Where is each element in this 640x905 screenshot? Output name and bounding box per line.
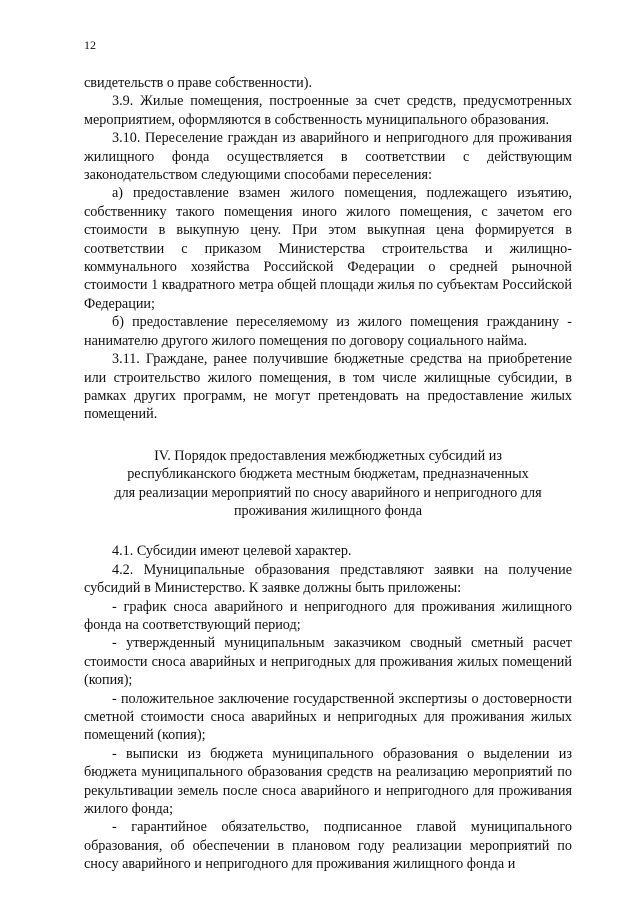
paragraph-3-9: 3.9. Жилые помещения, построенные за счет средств, предусмотренных мероприятием, оформляются в собственность муниципального образования. xyxy=(84,93,572,128)
paragraph-continuation: свидетельств о праве собственности). xyxy=(84,75,312,91)
section-heading-line-1: IV. Порядок предоставления межбюджетных субсидий из xyxy=(154,447,502,464)
paragraph-3-10: 3.10. Переселение граждан из аварийного и непригодного для проживания жилищного фонда осуществляется в соответствии с действующим законодательством следующими способами переселения: xyxy=(84,130,572,184)
paragraph-3-10-b: б) предоставление переселяемому из жилого помещения гражданину - нанимателю другого жилого помещения по договору социального найма. xyxy=(84,314,572,349)
list-item-estimate: - утвержденный муниципальным заказчиком сводный сметный расчет стоимости сноса аварийных и непригодных для проживания жилых помещений (копия); xyxy=(84,635,572,689)
paragraph-3-10-a: а) предоставление взамен жилого помещения, подлежащего изъятию, собственнику такого помещения иного жилого помещения, с зачетом его стоимости в выкупную цену. При этом выкупная цена формируется в соответствии с приказом Министерства строительства и жилищно-коммунального хозяйства Российской Федерации о средней рыночной стоимости 1 квадратного метра общей площади жилья по субъектам Российской Федерации; xyxy=(84,185,572,312)
paragraph-4-2: 4.2. Муниципальные образования представляют заявки на получение субсидий в Министерство. К заявке должны быть приложены: xyxy=(84,561,572,597)
page-number: 12 xyxy=(84,38,96,52)
list-item-schedule: - график сноса аварийного и непригодного для проживания жилищного фонда на соответствующий период; xyxy=(84,598,572,633)
document-body xyxy=(84,74,572,874)
section-heading-line-3: для реализации мероприятий по сносу аварийного и непригодного для xyxy=(114,484,542,501)
section-heading-line-2: республиканского бюджета местным бюджетам, предназначенных xyxy=(127,466,529,483)
paragraph-4-1: 4.1. Субсидии имеют целевой характер. xyxy=(112,543,352,560)
list-item-budget-extracts: - выписки из бюджета муниципального образования о выделении из бюджета муниципального образования средств на реализацию мероприятий по рекультивации земель после сноса аварийного и непригодного для проживания жилого фонда; xyxy=(84,745,572,818)
section-heading-line-4: проживания жилищного фонда xyxy=(233,502,423,519)
list-item-guarantee: - гарантийное обязательство, подписанное главой муниципального образования, об обеспечении в плановом году реализации мероприятий по сносу аварийного и непригодного для проживания жилищного фонда и xyxy=(84,819,572,873)
section-heading xyxy=(84,447,572,521)
paragraph-3-11: 3.11. Граждане, ранее получившие бюджетные средства на приобретение или строительство жилого помещения, в том числе жилищные субсидии, в рамках других программ, не могут претендовать на предоставление жилых помещений. xyxy=(84,351,572,423)
list-item-expertise: - положительное заключение государственной экспертизы о достоверности сметной стоимости сноса аварийных и непригодных для проживания жилых помещений (копия); xyxy=(84,690,572,744)
